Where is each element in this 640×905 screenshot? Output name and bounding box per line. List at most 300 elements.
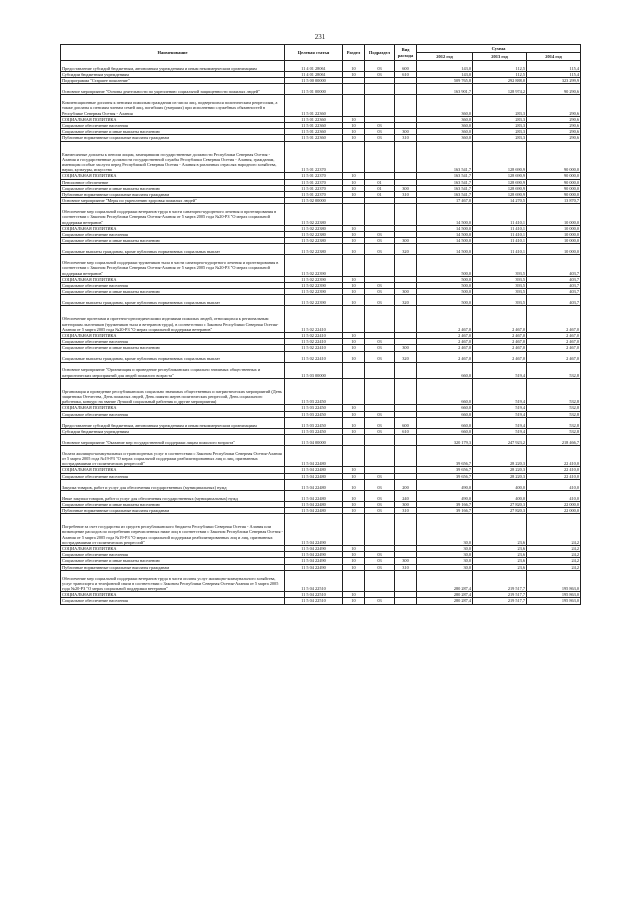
row-sum-2012: 500,0 xyxy=(417,255,473,276)
row-target: 11 5 02 22390 xyxy=(285,289,343,295)
row-target: 11 5 01 22360 xyxy=(285,129,343,135)
header-sum: Сумма xyxy=(417,45,581,53)
row-target: 11 5 02 22390 xyxy=(285,276,343,282)
row-sum-2014: 90 000,0 xyxy=(527,173,581,179)
row-subsection: 03 xyxy=(365,490,395,501)
row-sum-2012: 17 467,0 xyxy=(417,198,473,204)
row-section: 10 xyxy=(343,598,365,604)
row-sum-2013: 283,3 xyxy=(473,95,527,116)
row-target: 11 5 04 22480 xyxy=(285,467,343,473)
row-sum-2014: 290,6 xyxy=(527,95,581,116)
row-sum-2012: 14 500,0 xyxy=(417,238,473,244)
row-sum-2012: 39 656,7 xyxy=(417,473,473,479)
header-year-2014: 2014 год xyxy=(527,53,581,61)
budget-table xyxy=(60,44,581,605)
row-sum-2014: 195 863,0 xyxy=(527,598,581,604)
row-target: 11 5 02 22380 xyxy=(285,204,343,225)
header-subsection: Подраздел xyxy=(365,45,395,61)
row-sum-2014: 290,6 xyxy=(527,129,581,135)
row-sum-2014: 403,7 xyxy=(527,289,581,295)
row-section xyxy=(343,362,365,378)
table-row xyxy=(61,514,581,546)
row-name: Пенсионное обеспечение xyxy=(61,179,285,185)
row-sum-2012: 2 467,0 xyxy=(417,306,473,333)
row-sum-2013: 28 220,3 xyxy=(473,473,527,479)
header-year-2012: 2012 год xyxy=(417,53,473,61)
row-sum-2014: 22 410,0 xyxy=(527,473,581,479)
row-expense-type xyxy=(395,598,417,604)
row-target: 11 5 04 22480 xyxy=(285,508,343,514)
row-sum-2012: 500,0 xyxy=(417,283,473,289)
row-sum-2013: 128 974,2 xyxy=(473,84,527,95)
row-sum-2014: 2 467,0 xyxy=(527,351,581,362)
row-target: 11 5 01 22370 xyxy=(285,185,343,191)
table-row xyxy=(61,141,581,173)
row-expense-type: 240 xyxy=(395,490,417,501)
row-target: 11 5 03 22450 xyxy=(285,405,343,411)
row-section: 10 xyxy=(343,123,365,129)
row-section: 10 xyxy=(343,351,365,362)
row-sum-2014: 24,2 xyxy=(527,564,581,570)
row-name: Основное мероприятие "Основы деятельности по укреплению социальной защищенности пожилых людей" xyxy=(61,84,285,95)
row-name: Публичные нормативные социальные выплаты гражданам xyxy=(61,508,285,514)
table-row xyxy=(61,446,581,467)
row-subsection: 03 xyxy=(365,564,395,570)
row-target: 11 5 04 22510 xyxy=(285,598,343,604)
row-section xyxy=(343,84,365,95)
header-name: Наименование xyxy=(61,45,285,61)
row-subsection: 03 xyxy=(365,232,395,238)
header-section: Раздел xyxy=(343,45,365,61)
table-row xyxy=(61,204,581,225)
row-sum-2012: 2 467,0 xyxy=(417,351,473,362)
row-sum-2012: 163 901,7 xyxy=(417,84,473,95)
row-expense-type: 310 xyxy=(395,508,417,514)
row-sum-2012: 30,0 xyxy=(417,514,473,546)
row-target: 11 5 02 22410 xyxy=(285,306,343,333)
row-sum-2012: 280 287,4 xyxy=(417,570,473,591)
row-sum-2012: 30,0 xyxy=(417,546,473,552)
row-sum-2013: 283,3 xyxy=(473,123,527,129)
row-section: 10 xyxy=(343,564,365,570)
row-name: Ежемесячные доплаты к пенсии лицам, замещавшим государственные должности Республики Северная Осетия - Алания и государственные должности государственной службы Республики Северная Осетия - Алания, гражданам, имеющим особые заслуги перед Республикой Северная Осетия - Алания в различных отраслях народного хозяйства, науки, культуры, искусства xyxy=(61,141,285,173)
row-subsection: 03 xyxy=(365,417,395,428)
row-expense-type: 320 xyxy=(395,351,417,362)
row-target: 11 5 02 22410 xyxy=(285,333,343,339)
row-sum-2014: 90 000,0 xyxy=(527,179,581,185)
row-subsection: 03 xyxy=(365,339,395,345)
row-section: 10 xyxy=(343,185,365,191)
row-expense-type: 300 xyxy=(395,238,417,244)
row-section: 10 xyxy=(343,508,365,514)
row-sum-2014: 410,0 xyxy=(527,490,581,501)
row-target: 11 5 01 22370 xyxy=(285,141,343,173)
row-subsection xyxy=(365,514,395,546)
row-expense-type: 300 xyxy=(395,501,417,507)
row-sum-2012: 163 541,7 xyxy=(417,179,473,185)
row-subsection xyxy=(365,95,395,116)
row-section: 10 xyxy=(343,552,365,558)
row-subsection xyxy=(365,84,395,95)
table-row xyxy=(61,598,581,604)
row-section xyxy=(343,378,365,405)
row-sum-2012: 30,0 xyxy=(417,564,473,570)
row-section: 10 xyxy=(343,129,365,135)
table-row xyxy=(61,84,581,95)
row-name: Основное мероприятие "Оказание мер государственной поддержки лицам пожилого возраста" xyxy=(61,435,285,446)
row-section: 10 xyxy=(343,244,365,255)
row-name: СОЦИАЛЬНАЯ ПОЛИТИКА xyxy=(61,173,285,179)
row-subsection: 03 xyxy=(365,129,395,135)
row-name: Субсидии бюджетным учреждениям xyxy=(61,72,285,78)
row-name: СОЦИАЛЬНАЯ ПОЛИТИКА xyxy=(61,225,285,231)
row-sum-2013: 27 820,3 xyxy=(473,501,527,507)
row-subsection: 03 xyxy=(365,244,395,255)
row-sum-2014: 410,0 xyxy=(527,479,581,490)
row-subsection: 03 xyxy=(365,558,395,564)
row-sum-2014: 2 467,0 xyxy=(527,339,581,345)
row-name: Социальное обеспечение населения xyxy=(61,123,285,129)
row-section: 10 xyxy=(343,72,365,78)
row-subsection: 03 xyxy=(365,598,395,604)
row-expense-type: 320 xyxy=(395,244,417,255)
row-expense-type xyxy=(395,84,417,95)
row-name: Компенсационные доплаты к пенсиям пожилым гражданам из числа лиц, подвергшихся политическим репрессиям, а также доплаты к пенсиям членам семей лиц, погибших (умерших) при исполнении служебных обязанностей в Республике Северная Осетия - Алания xyxy=(61,95,285,116)
header-target: Целевая статья xyxy=(285,45,343,61)
row-name: Социальное обеспечение и иные выплаты населению xyxy=(61,345,285,351)
row-subsection: 03 xyxy=(365,289,395,295)
row-target: 11 5 01 22360 xyxy=(285,135,343,141)
row-target: 11 5 04 22510 xyxy=(285,570,343,591)
row-sum-2014: 195 863,0 xyxy=(527,570,581,591)
table-row xyxy=(61,570,581,591)
row-sum-2013: 519,4 xyxy=(473,428,527,434)
row-section: 10 xyxy=(343,428,365,434)
row-name: Социальное обеспечение населения xyxy=(61,473,285,479)
row-section: 10 xyxy=(343,238,365,244)
table-row xyxy=(61,490,581,501)
row-expense-type: 300 xyxy=(395,289,417,295)
row-name: СОЦИАЛЬНАЯ ПОЛИТИКА xyxy=(61,467,285,473)
row-sum-2013: 393,5 xyxy=(473,255,527,276)
row-name: СОЦИАЛЬНАЯ ПОЛИТИКА xyxy=(61,333,285,339)
row-sum-2014: 22 410,0 xyxy=(527,446,581,467)
row-name: Предоставление субсидий бюджетным, автономным учреждениям и иным некоммерческим организациям xyxy=(61,61,285,72)
row-name: Подпрограмма "Старшее поколение" xyxy=(61,78,285,84)
row-target: 11 5 02 00000 xyxy=(285,198,343,204)
row-subsection: 03 xyxy=(365,411,395,417)
row-sum-2013: 112,5 xyxy=(473,61,527,72)
row-expense-type xyxy=(395,378,417,405)
row-name: Социальное обеспечение населения xyxy=(61,552,285,558)
row-target: 11 5 04 22490 xyxy=(285,552,343,558)
row-section: 10 xyxy=(343,411,365,417)
row-sum-2014: 403,7 xyxy=(527,283,581,289)
row-sum-2012: 14 500,0 xyxy=(417,232,473,238)
row-target: 11 5 02 22380 xyxy=(285,244,343,255)
row-sum-2014: 115,4 xyxy=(527,72,581,78)
row-section: 10 xyxy=(343,479,365,490)
row-sum-2012: 660,0 xyxy=(417,378,473,405)
row-sum-2012: 143,0 xyxy=(417,72,473,78)
row-section: 10 xyxy=(343,232,365,238)
row-name: СОЦИАЛЬНАЯ ПОЛИТИКА xyxy=(61,116,285,122)
row-subsection: 03 xyxy=(365,345,395,351)
row-expense-type xyxy=(395,204,417,225)
row-expense-type: 300 xyxy=(395,185,417,191)
row-expense-type: 300 xyxy=(395,345,417,351)
row-section xyxy=(343,204,365,225)
row-target: 11 5 01 22360 xyxy=(285,123,343,129)
row-name: СОЦИАЛЬНАЯ ПОЛИТИКА xyxy=(61,592,285,598)
row-sum-2012: 490,0 xyxy=(417,479,473,490)
row-subsection: 03 xyxy=(365,238,395,244)
row-sum-2014: 115,4 xyxy=(527,61,581,72)
row-section xyxy=(343,306,365,333)
row-section: 10 xyxy=(343,339,365,345)
row-sum-2014: 532,8 xyxy=(527,417,581,428)
row-expense-type xyxy=(395,306,417,333)
row-target: 11 5 00 00000 xyxy=(285,78,343,84)
row-sum-2013: 11 410,1 xyxy=(473,238,527,244)
row-subsection xyxy=(365,570,395,591)
row-sum-2012: 660,0 xyxy=(417,362,473,378)
row-section xyxy=(343,435,365,446)
table-body xyxy=(61,61,581,605)
table-row xyxy=(61,378,581,405)
row-sum-2013: 23,6 xyxy=(473,558,527,564)
row-sum-2014: 290,6 xyxy=(527,123,581,129)
row-name: СОЦИАЛЬНАЯ ПОЛИТИКА xyxy=(61,546,285,552)
row-sum-2014: 90 000,0 xyxy=(527,141,581,173)
row-subsection xyxy=(365,446,395,467)
header-expense-type: Вид расхода xyxy=(395,45,417,61)
row-section: 10 xyxy=(343,276,365,282)
row-target: 11 4 01 28061 xyxy=(285,61,343,72)
row-name: Обеспечение мер социальной поддержки ветеранов труда в части санаторно-курортного лечения и протезирования в соответствии с Законом Республики Северная Осетия-Алания от 5 марта 2005 года №20-РЗ "О мерах социальной поддержки ветеранов" xyxy=(61,204,285,225)
row-sum-2013: 11 410,1 xyxy=(473,204,527,225)
row-sum-2012: 39 166,7 xyxy=(417,501,473,507)
row-section: 10 xyxy=(343,135,365,141)
row-name: Социальное обеспечение и иные выплаты населению xyxy=(61,558,285,564)
row-sum-2014: 2 467,0 xyxy=(527,345,581,351)
row-subsection: 03 xyxy=(365,473,395,479)
row-sum-2014: 195 863,0 xyxy=(527,592,581,598)
row-expense-type: 600 xyxy=(395,417,417,428)
row-name: Публичные нормативные социальные выплаты гражданам xyxy=(61,135,285,141)
row-expense-type: 610 xyxy=(395,428,417,434)
row-name: Обеспечение мер социальной поддержки тружеников тыла в части санаторно-курортного лечения и протезирования в соответствии с Законом Республики Северная Осетия-Алания от 5 марта 2005 года №20-РЗ "О мерах социальной поддержки ветеранов" xyxy=(61,255,285,276)
row-section: 10 xyxy=(343,490,365,501)
row-target: 11 5 01 00000 xyxy=(285,84,343,95)
row-sum-2012: 360,0 xyxy=(417,95,473,116)
row-sum-2014: 290,6 xyxy=(527,135,581,141)
row-section: 10 xyxy=(343,417,365,428)
row-sum-2012: 280 287,4 xyxy=(417,598,473,604)
row-name: Основное мероприятие "Организация и проведение республиканских социально значимых общественных и патриотических мероприятий для людей пожилого возраста" xyxy=(61,362,285,378)
row-expense-type xyxy=(395,446,417,467)
row-sum-2014: 290,6 xyxy=(527,116,581,122)
row-name: Организация и проведение республиканских социально значимых общественных и патриотических мероприятий (День защитника Отечества, День пожилых людей, День памяти жертв политических репрессий, День социального работника, конкурс на звание Лучший социальный работник и другие мероприятия) xyxy=(61,378,285,405)
row-target: 11 5 03 22450 xyxy=(285,411,343,417)
table-row xyxy=(61,255,581,276)
row-subsection: 03 xyxy=(365,295,395,306)
row-expense-type xyxy=(395,435,417,446)
row-expense-type xyxy=(395,255,417,276)
row-sum-2012: 660,0 xyxy=(417,405,473,411)
row-subsection: 03 xyxy=(365,123,395,129)
row-name: Предоставление субсидий бюджетным, автономным учреждениям и иным некоммерческим организациям xyxy=(61,417,285,428)
row-sum-2013: 219 517,7 xyxy=(473,592,527,598)
row-sum-2012: 360,0 xyxy=(417,135,473,141)
row-section: 10 xyxy=(343,289,365,295)
row-section xyxy=(343,255,365,276)
row-sum-2012: 143,0 xyxy=(417,61,473,72)
row-subsection: 03 xyxy=(365,61,395,72)
row-target: 11 5 04 22480 xyxy=(285,490,343,501)
row-target: 11 5 02 22380 xyxy=(285,232,343,238)
table-row xyxy=(61,479,581,490)
row-section: 10 xyxy=(343,295,365,306)
row-sum-2013: 128 690,9 xyxy=(473,173,527,179)
row-sum-2012: 660,0 xyxy=(417,411,473,417)
row-sum-2014: 532,8 xyxy=(527,378,581,405)
row-sum-2013: 27 820,3 xyxy=(473,508,527,514)
row-name: Иные закупки товаров, работ и услуг для обеспечения государственных (муниципальных) нужд xyxy=(61,490,285,501)
row-name: Оплата жилищно-коммунальных и транспортных услуг в соответствии с Законом Республики Северная Осетия-Алания от 5 марта 2005 года №19-РЗ "О мерах социальной поддержки реабилитированных лиц и лиц, признанных пострадавшими от политических репрессий" xyxy=(61,446,285,467)
row-subsection: 03 xyxy=(365,135,395,141)
row-name: Обеспечение протезами и протезно-ортопедическими изделиями пожилых людей, относящихся к региональным категориям льготников (тружеников тыла и ветеранов труда), в соответствии с Законом Республики Северная Осетия-Алания от 5 марта 2005 года №20-РЗ "О мерах социальной поддержки ветеранов" xyxy=(61,306,285,333)
row-name: Социальное обеспечение населения xyxy=(61,411,285,417)
row-sum-2012: 163 541,7 xyxy=(417,141,473,173)
row-section: 10 xyxy=(343,179,365,185)
row-subsection: 03 xyxy=(365,508,395,514)
row-sum-2013: 519,4 xyxy=(473,405,527,411)
row-name: Погребение за счет государства из средств республиканского бюджета Республики Северная Осетия - Алания или возмещение расходов по погребению перечисленных ниже лиц в соответствии с Законом Республики Северная Осетия - Алания от 5 марта 2005 года №19-РЗ "О мерах социальной поддержки реабилитированных лиц и лиц, признанных пострадавшими от политических репрессий" xyxy=(61,514,285,546)
row-subsection xyxy=(365,362,395,378)
row-sum-2013: 400,0 xyxy=(473,490,527,501)
row-target: 11 5 04 22480 xyxy=(285,446,343,467)
row-subsection: 01 xyxy=(365,192,395,198)
row-name: Субсидии бюджетным учреждениям xyxy=(61,428,285,434)
row-target: 11 5 02 22390 xyxy=(285,295,343,306)
row-subsection xyxy=(365,435,395,446)
row-subsection: 03 xyxy=(365,283,395,289)
row-sum-2012: 509 765,8 xyxy=(417,78,473,84)
row-section: 10 xyxy=(343,592,365,598)
row-section xyxy=(343,514,365,546)
row-name: Социальное обеспечение и иные выплаты населению xyxy=(61,185,285,191)
row-sum-2013: 283,3 xyxy=(473,129,527,135)
row-subsection: 03 xyxy=(365,351,395,362)
row-section: 10 xyxy=(343,345,365,351)
row-name: Социальное обеспечение населения xyxy=(61,283,285,289)
row-subsection: 03 xyxy=(365,501,395,507)
row-section: 10 xyxy=(343,173,365,179)
row-sum-2014: 22 000,0 xyxy=(527,508,581,514)
row-subsection: 03 xyxy=(365,72,395,78)
table-row xyxy=(61,306,581,333)
row-sum-2013: 393,5 xyxy=(473,295,527,306)
row-sum-2014: 10 000,0 xyxy=(527,232,581,238)
row-expense-type: 310 xyxy=(395,192,417,198)
row-sum-2014: 532,8 xyxy=(527,405,581,411)
row-expense-type xyxy=(395,141,417,173)
row-expense-type: 310 xyxy=(395,564,417,570)
row-sum-2012: 2 467,0 xyxy=(417,339,473,345)
row-sum-2013: 283,3 xyxy=(473,116,527,122)
row-sum-2014: 22 000,0 xyxy=(527,501,581,507)
row-sum-2014: 403,7 xyxy=(527,295,581,306)
row-subsection: 01 xyxy=(365,179,395,185)
row-target: 11 5 02 22410 xyxy=(285,339,343,345)
row-name: Социальное обеспечение населения xyxy=(61,339,285,345)
row-sum-2013: 11 410,1 xyxy=(473,225,527,231)
row-target: 11 5 04 22480 xyxy=(285,473,343,479)
row-expense-type xyxy=(395,95,417,116)
row-sum-2012: 163 541,7 xyxy=(417,173,473,179)
row-section xyxy=(343,95,365,116)
row-expense-type: 600 xyxy=(395,61,417,72)
row-subsection xyxy=(365,204,395,225)
row-name: Социальные выплаты гражданам, кроме публичных нормативных социальных выплат xyxy=(61,244,285,255)
row-expense-type: 200 xyxy=(395,479,417,490)
row-target: 11 5 04 22490 xyxy=(285,558,343,564)
row-subsection xyxy=(365,255,395,276)
row-section: 10 xyxy=(343,467,365,473)
row-subsection: 03 xyxy=(365,428,395,434)
table-row xyxy=(61,244,581,255)
row-expense-type xyxy=(395,362,417,378)
row-sum-2012: 660,0 xyxy=(417,428,473,434)
row-name: Обеспечение мер социальной поддержки ветеранов труда в части оплаты услуг жилищно-коммунального хозяйства, услуг транспорта и телефонной связи в соответствии с Законом Республики Северная Осетия-Алания от 5 марта 2005 года №20-РЗ "О мерах социальной поддержки ветеранов" xyxy=(61,570,285,591)
row-name: СОЦИАЛЬНАЯ ПОЛИТИКА xyxy=(61,276,285,282)
row-sum-2012: 490,0 xyxy=(417,490,473,501)
row-sum-2013: 247 923,2 xyxy=(473,435,527,446)
table-row xyxy=(61,435,581,446)
row-section xyxy=(343,446,365,467)
row-sum-2014: 218 466,7 xyxy=(527,435,581,446)
row-sum-2013: 14 270,5 xyxy=(473,198,527,204)
row-name: Социальное обеспечение населения xyxy=(61,232,285,238)
row-target: 11 5 04 22490 xyxy=(285,514,343,546)
row-sum-2012: 500,0 xyxy=(417,289,473,295)
row-sum-2013: 400,0 xyxy=(473,479,527,490)
page-number: 231 xyxy=(314,33,326,41)
row-sum-2012: 360,0 xyxy=(417,129,473,135)
row-subsection: 03 xyxy=(365,479,395,490)
row-sum-2013: 2 467,0 xyxy=(473,339,527,345)
row-section: 10 xyxy=(343,473,365,479)
row-sum-2013: 128 690,9 xyxy=(473,141,527,173)
row-sum-2014: 10 000,0 xyxy=(527,204,581,225)
row-subsection xyxy=(365,141,395,173)
row-sum-2013: 11 410,1 xyxy=(473,232,527,238)
row-target: 11 5 04 22490 xyxy=(285,564,343,570)
row-target: 11 5 01 22370 xyxy=(285,192,343,198)
row-target: 11 5 03 22450 xyxy=(285,417,343,428)
row-sum-2013: 283,3 xyxy=(473,135,527,141)
row-expense-type: 320 xyxy=(395,295,417,306)
row-subsection xyxy=(365,306,395,333)
row-sum-2012: 500,0 xyxy=(417,276,473,282)
row-sum-2012: 163 541,7 xyxy=(417,185,473,191)
table-row xyxy=(61,61,581,72)
row-name: Социальное обеспечение и иные выплаты населению xyxy=(61,238,285,244)
row-name: Социальное обеспечение и иные выплаты населению xyxy=(61,289,285,295)
row-name: Публичные нормативные социальные выплаты гражданам xyxy=(61,564,285,570)
row-subsection: 03 xyxy=(365,552,395,558)
